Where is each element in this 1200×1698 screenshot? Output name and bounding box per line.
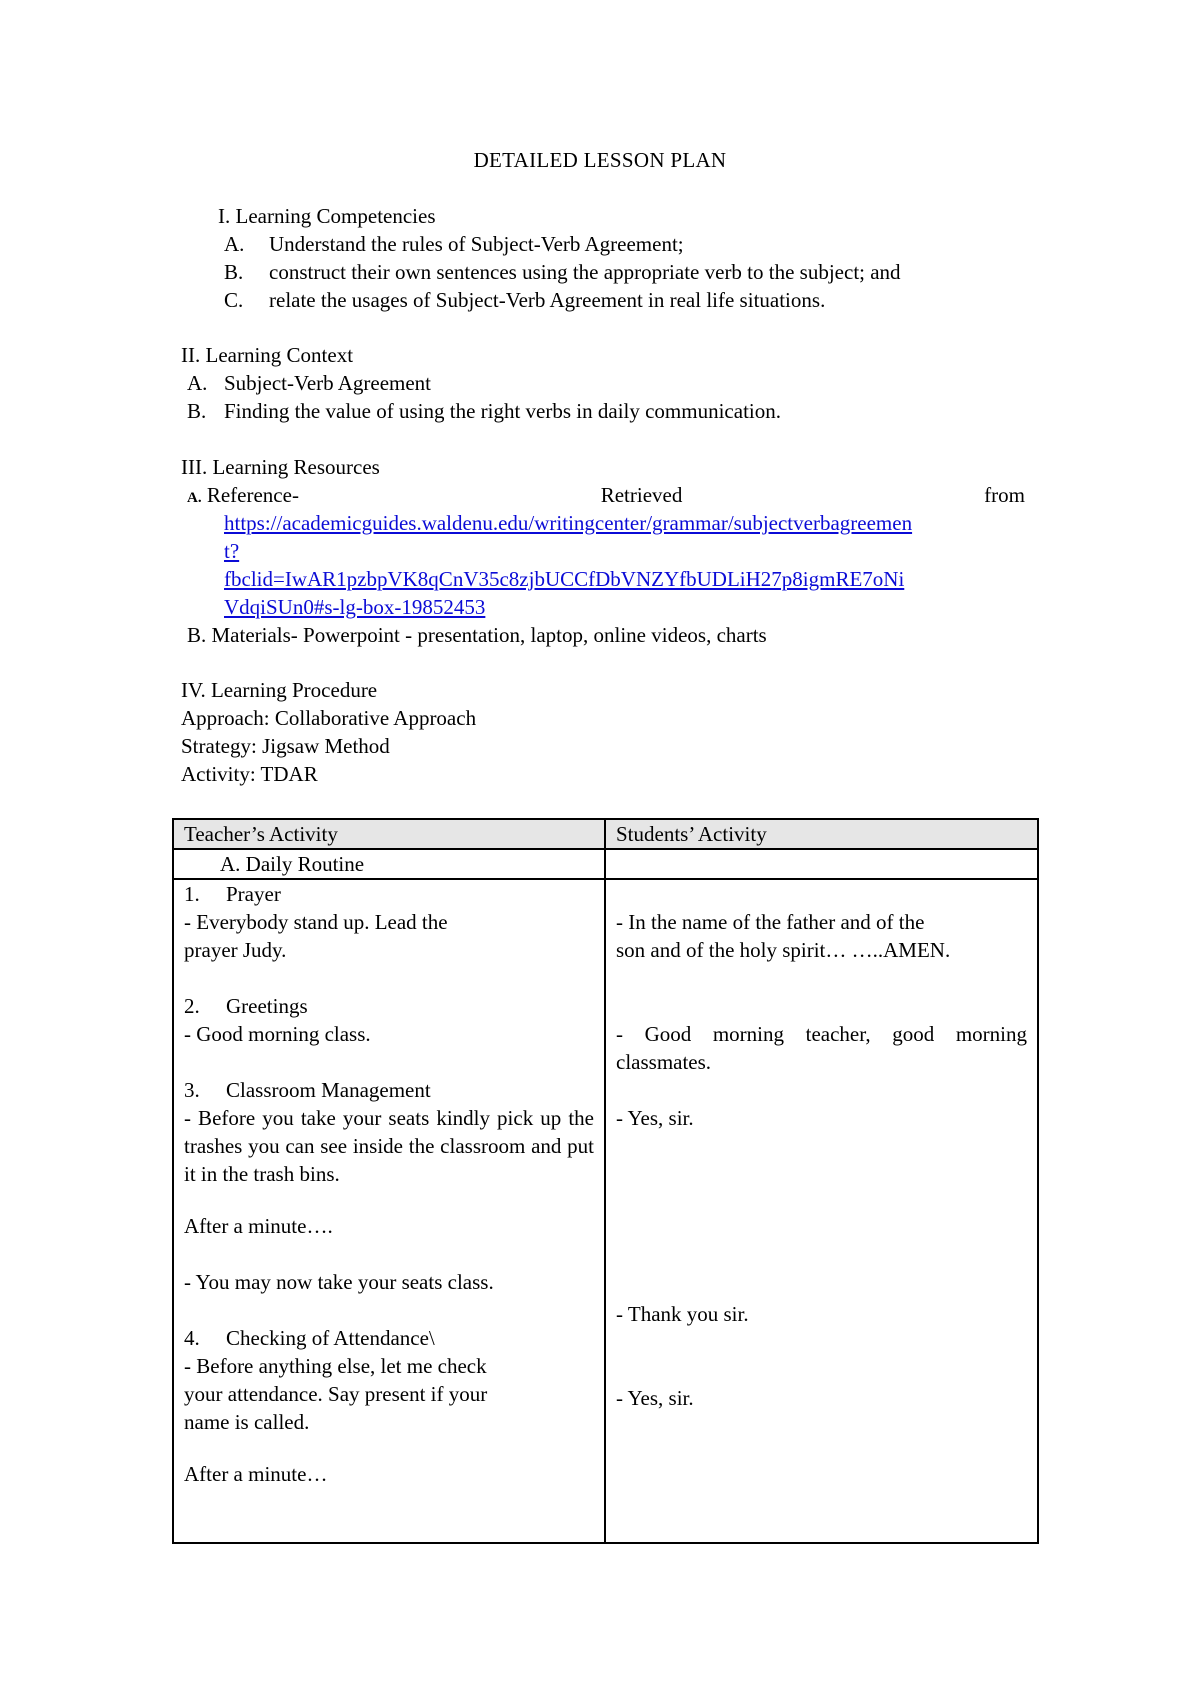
teacher-line: - Good morning class. bbox=[184, 1022, 371, 1046]
student-line: - Yes, sir. bbox=[616, 1106, 694, 1130]
context-list bbox=[187, 369, 781, 425]
reference-marker: A. bbox=[187, 490, 202, 506]
table-row bbox=[173, 879, 1038, 1543]
list-marker: B. bbox=[224, 260, 244, 284]
section-heading: II. Learning Context bbox=[181, 343, 354, 367]
activity-text: Activity: TDAR bbox=[181, 762, 318, 786]
section-heading: IV. Learning Procedure bbox=[181, 678, 378, 702]
list-item bbox=[187, 369, 781, 397]
attendance-title: 4. Checking of Attendance\ bbox=[184, 1326, 435, 1350]
prayer-title: 1. Prayer bbox=[184, 882, 281, 906]
table-header-row bbox=[173, 819, 1038, 849]
list-item bbox=[224, 286, 901, 314]
materials-line bbox=[187, 621, 767, 649]
section-learning-procedure bbox=[181, 676, 476, 788]
approach-text: Approach: Collaborative Approach bbox=[181, 706, 477, 730]
list-item bbox=[187, 397, 781, 425]
list-marker: A. bbox=[224, 232, 245, 256]
list-marker: C. bbox=[224, 288, 244, 312]
strategy-text: Strategy: Jigsaw Method bbox=[181, 734, 390, 758]
list-marker: B. bbox=[187, 399, 207, 423]
teacher-line: your attendance. Say present if your bbox=[184, 1382, 488, 1406]
list-item bbox=[224, 258, 901, 286]
teacher-line: - You may now take your seats class. bbox=[184, 1270, 494, 1294]
list-marker: A. bbox=[187, 371, 208, 395]
reference-retrieved: Retrieved bbox=[600, 483, 683, 507]
column-header-teacher: Teacher’s Activity bbox=[173, 819, 605, 849]
routine-cell: A. Daily Routine bbox=[173, 849, 605, 879]
section-learning-resources bbox=[181, 453, 380, 481]
students-activity-cell bbox=[605, 879, 1038, 1543]
teacher-paragraph: - Before you take your seats kindly pick up the trashes you can see inside the classroom and put it in the trash bins. bbox=[184, 1106, 594, 1186]
list-item-text: relate the usages of Subject-Verb Agreement in real life situations. bbox=[269, 288, 826, 312]
reference-row bbox=[187, 481, 1025, 509]
list-item-text: Subject-Verb Agreement bbox=[224, 371, 432, 395]
teacher-line: - Before anything else, let me check bbox=[184, 1354, 487, 1378]
student-line: - Yes, sir. bbox=[616, 1386, 694, 1410]
teacher-line: After a minute… bbox=[184, 1462, 328, 1486]
empty-cell bbox=[605, 849, 1038, 879]
list-item-text: Finding the value of using the right verbs in daily communication. bbox=[224, 399, 781, 423]
list-item-text: Understand the rules of Subject-Verb Agreement; bbox=[269, 232, 684, 256]
student-paragraph: - Good morning teacher, good morning classmates. bbox=[616, 1022, 1027, 1074]
teacher-line: prayer Judy. bbox=[184, 938, 287, 962]
student-line: - Thank you sir. bbox=[616, 1302, 749, 1326]
student-line: son and of the holy spirit… …..AMEN. bbox=[616, 938, 951, 962]
management-title: 3. Classroom Management bbox=[184, 1078, 431, 1102]
greetings-title: 2. Greetings bbox=[184, 994, 308, 1018]
column-header-students: Students’ Activity bbox=[605, 819, 1038, 849]
reference-link[interactable] bbox=[224, 509, 912, 621]
teacher-activity-cell bbox=[173, 879, 605, 1543]
student-line: - In the name of the father and of the bbox=[616, 910, 925, 934]
list-item-text: construct their own sentences using the appropriate verb to the subject; and bbox=[269, 260, 901, 284]
list-item bbox=[224, 230, 901, 258]
section-learning-context bbox=[181, 341, 353, 369]
reference-from: from bbox=[984, 483, 1025, 507]
page-title: DETAILED LESSON PLAN bbox=[473, 148, 727, 172]
reference-label: Reference- bbox=[206, 483, 299, 507]
activity-table bbox=[172, 818, 1039, 1544]
teacher-line: - Everybody stand up. Lead the bbox=[184, 910, 448, 934]
reference-link-line[interactable]: VdqiSUn0#s-lg-box-19852453 bbox=[224, 595, 486, 619]
teacher-line: After a minute…. bbox=[184, 1214, 333, 1238]
reference-link-line[interactable]: https://academicguides.waldenu.edu/writingcenter/grammar/subjectverbagreemen bbox=[224, 511, 913, 535]
reference-link-line[interactable]: fbclid=IwAR1pzbpVK8qCnV35c8zjbUCCfDbVNZYfbUDLiH27p8igmRE7oNi bbox=[224, 567, 905, 591]
section-heading: III. Learning Resources bbox=[181, 455, 380, 479]
reference-link-line[interactable]: t? bbox=[224, 539, 240, 563]
competencies-list bbox=[224, 230, 901, 314]
section-heading: I. Learning Competencies bbox=[218, 204, 436, 228]
table-row bbox=[173, 849, 1038, 879]
section-learning-competencies bbox=[218, 202, 436, 230]
materials-text: B. Materials- Powerpoint - presentation, laptop, online videos, charts bbox=[187, 623, 767, 647]
teacher-line: name is called. bbox=[184, 1410, 310, 1434]
